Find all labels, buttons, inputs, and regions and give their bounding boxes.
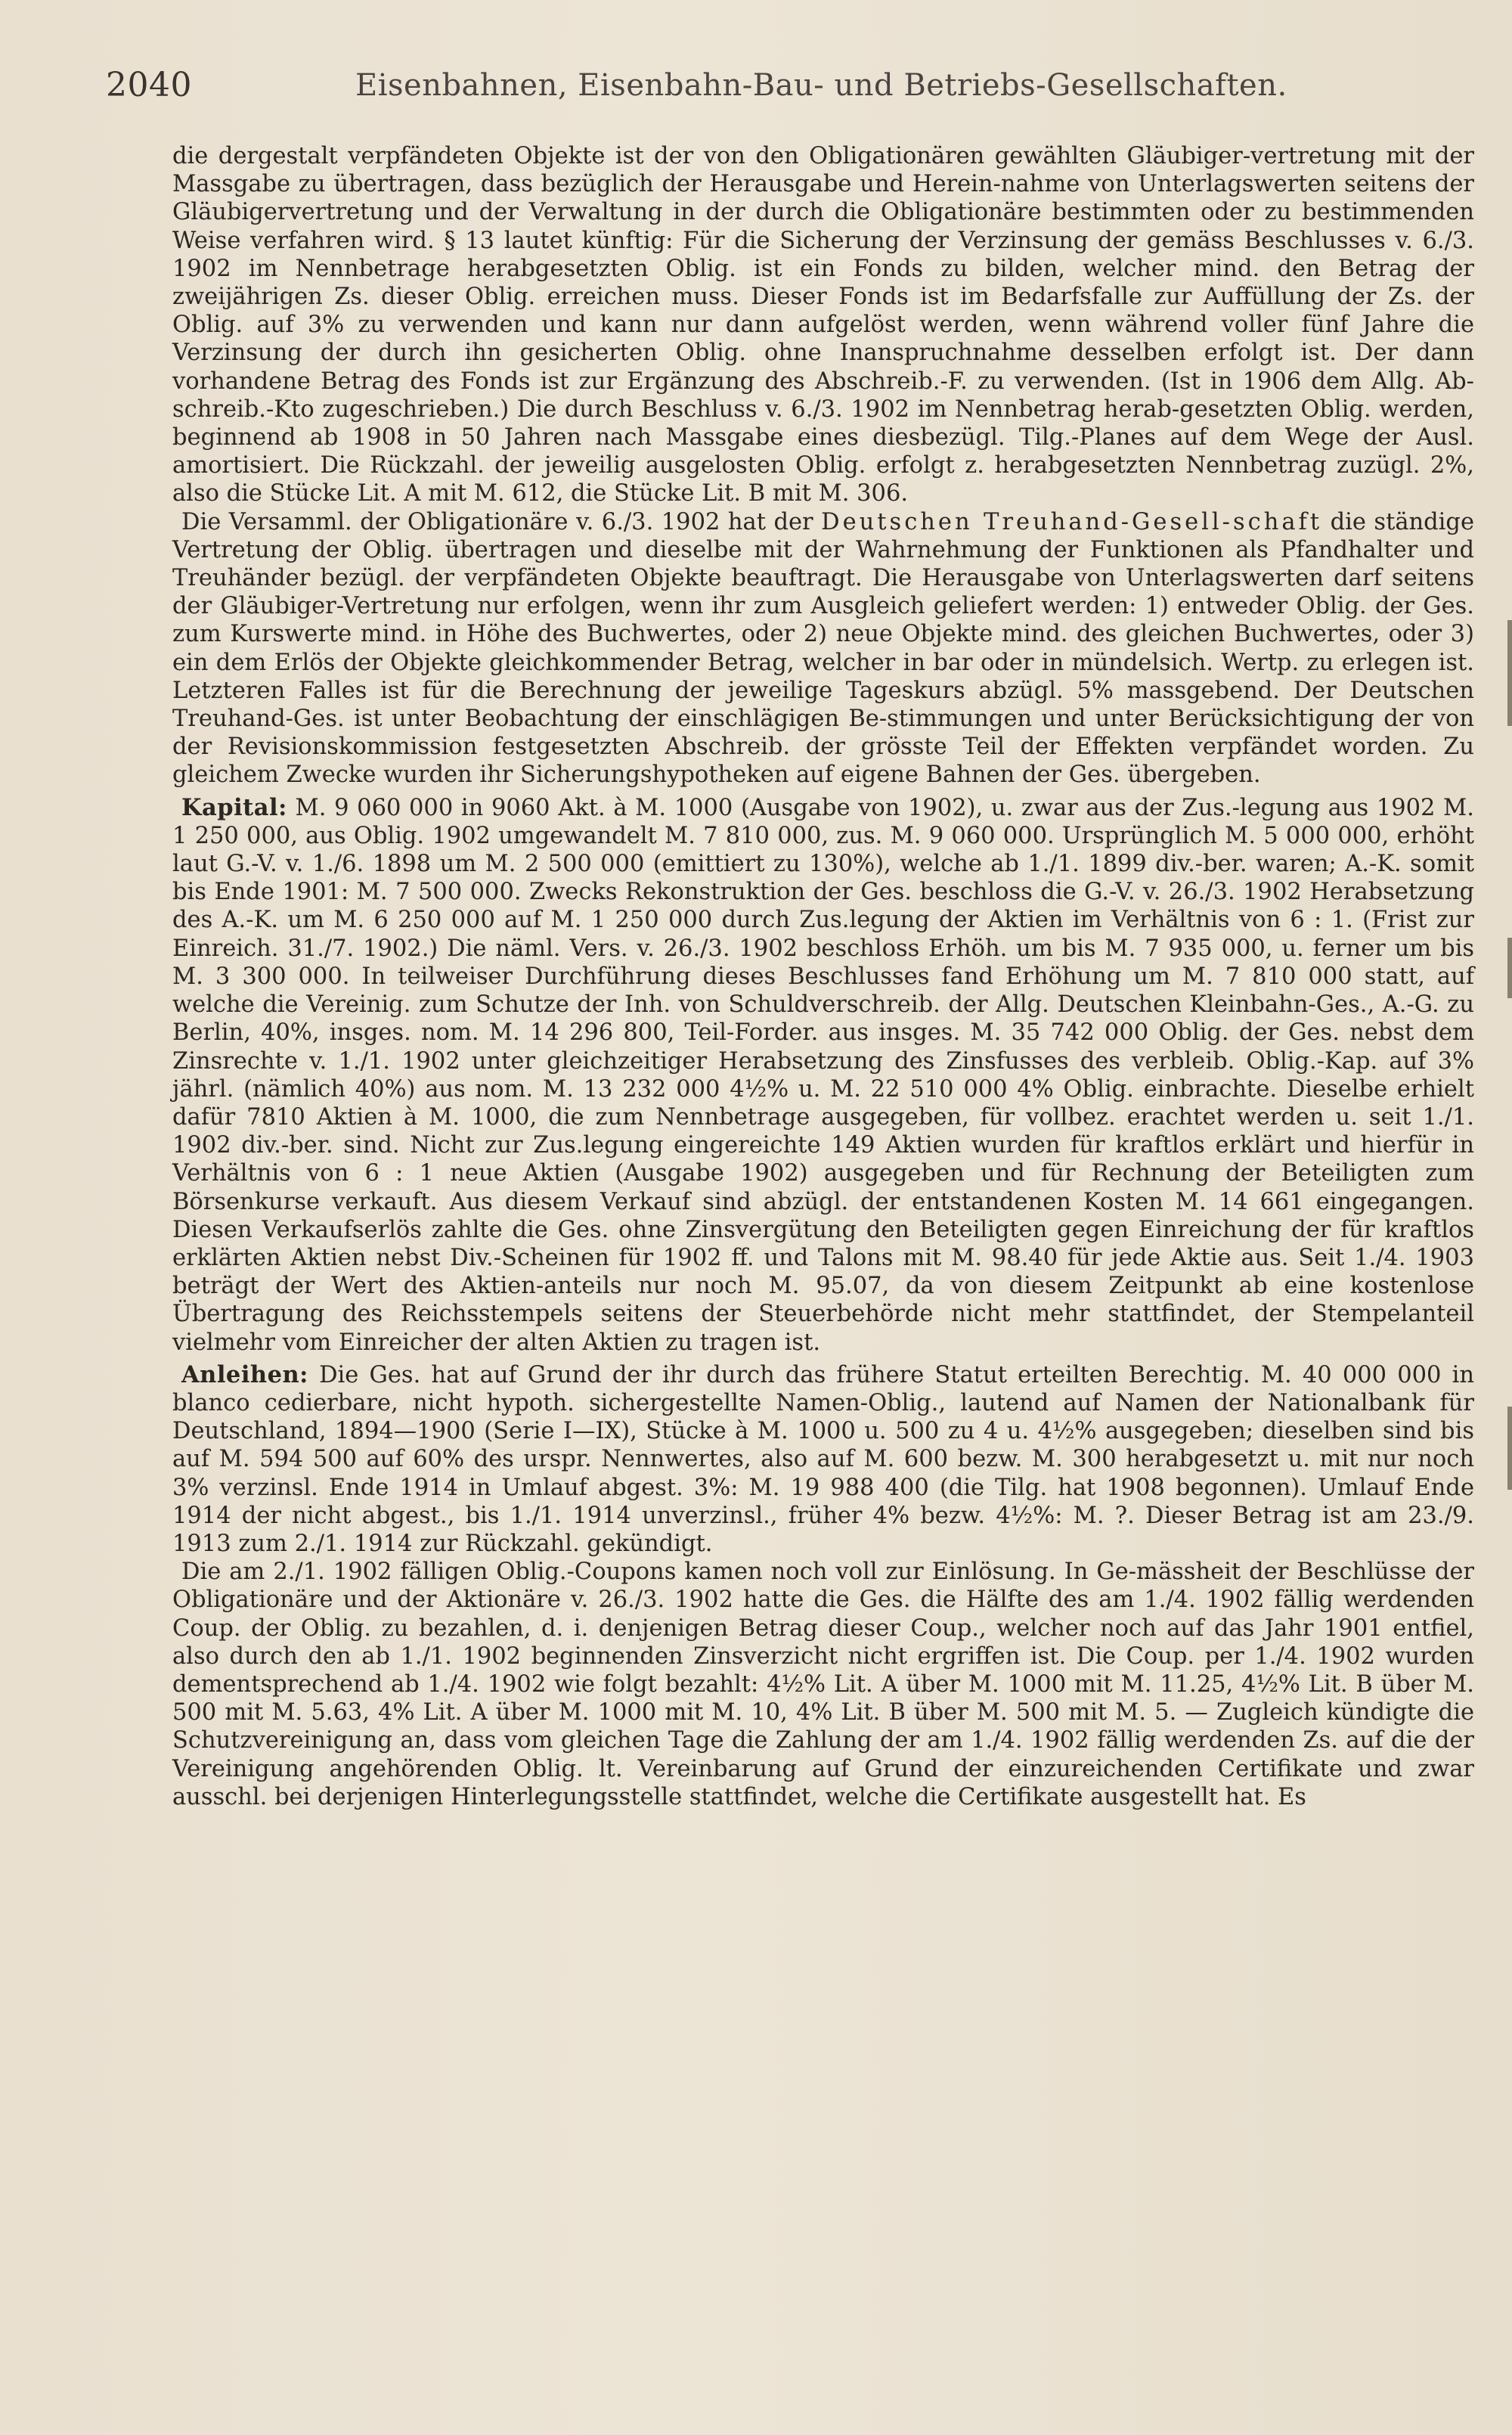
page-edge-mark	[1507, 1407, 1512, 1490]
section-heading-anleihen: Anleihen:	[181, 1360, 308, 1388]
paragraph-treuhand-start: Die Versamml. der Obligationäre v. 6./3. 1902 hat der	[181, 508, 822, 535]
body-text	[172, 142, 1474, 1811]
paragraph-coupons: Die am 2./1. 1902 fälligen Oblig.-Coupons kamen noch voll zur Einlösung. In Ge-mässheit der Beschlüsse der Obligationäre und der Aktionäre v. 26./3. 1902 hatte die Ges. die Hälfte des am 1./4. 1902 fällig werdenden Coup. der Oblig. zu bezahlen, d. i. denjenigen Betrag dieser Coup., welcher noch auf das Jahr 1901 entfiel, also durch den ab 1./1. 1902 beginnenden Zinsverzicht nicht ergriffen ist. Die Coup. per 1./4. 1902 wurden dementsprechend ab 1./4. 1902 wie folgt bezahlt: 4½% Lit. A über M. 1000 mit M. 11.25, 4½% Lit. B über M. 500 mit M. 5.63, 4% Lit. A über M. 1000 mit M. 10, 4% Lit. B über M. 500 mit M. 5. — Zugleich kündigte die Schutzvereinigung an, dass vom gleichen Tage die Zahlung der am 1./4. 1902 fällig werdenden Zs. auf die der Vereinigung angehörenden Oblig. lt. Vereinbarung auf Grund der einzureichenden Certifikate und zwar ausschl. bei derjenigen Hinterlegungsstelle stattfindet, welche die Certifikate ausgestellt hat. Es	[172, 1559, 1474, 1810]
paragraph-obligation-fund: die dergestalt verpfändeten Objekte ist der von den Obligationären gewählten Gläubiger-vertretung mit der Massgabe zu übertragen, dass bezüglich der Herausgabe und Herein-nahme von Unterlagswerten seitens der Gläubigervertretung und der Verwaltung in der durch die Obligationäre bestimmten oder zu bestimmenden Weise verfahren wird. § 13 lautet künftig: Für die Sicherung der Verzinsung der gemäss Beschlusses v. 6./3. 1902 im Nennbetrage herabgesetzten Oblig. ist ein Fonds zu bilden, welcher mind. den Betrag der zweijährigen Zs. dieser Oblig. erreichen muss. Dieser Fonds ist im Bedarfsfalle zur Auffüllung der Zs. der Oblig. auf 3% zu verwenden und kann nur dann aufgelöst werden, wenn während voller fünf Jahre die Verzinsung der durch ihn gesicherten Oblig. ohne Inanspruchnahme desselben erfolgt ist. Der dann vorhandene Betrag des Fonds ist zur Ergänzung des Abschreib.-F. zu verwenden. (Ist in 1906 dem Allg. Ab-schreib.-Kto zugeschrieben.) Die durch Beschluss v. 6./3. 1902 im Nennbetrag herab-gesetzten Oblig. werden, beginnend ab 1908 in 50 Jahren nach Massgabe eines diesbezügl. Tilg.-Planes auf dem Wege der Ausl. amortisiert. Die Rückzahl. der jeweilig ausgelosten Oblig. erfolgt z. herabgesetzten Nennbetrag zuzügl. 2%, also die Stücke Lit. A mit M. 612, die Stücke Lit. B mit M. 306.	[172, 143, 1474, 507]
section-anleihen	[172, 1361, 1474, 1558]
paragraph-treuhand-rest: die ständige Vertretung der Oblig. übertragen und dieselbe mit der Wahrnehmung der Funktionen als Pfandhalter und Treuhänder bezügl. der verpfändeten Objekte beauftragt. Die Herausgabe von Unterlagswerten darf seitens der Gläubiger-Vertretung nur erfolgen, wenn ihr zum Ausgleich geliefert werden: 1) entweder Oblig. der Ges. zum Kurswerte mind. in Höhe des Buchwertes, oder 2) neue Objekte mind. des gleichen Buchwertes, oder 3) ein dem Erlös der Objekte gleichkommender Betrag, welcher in bar oder in mündelsich. Wertp. zu erlegen ist. Letzteren Falles ist für die Berechnung der jeweilige Tageskurs abzügl. 5% massgebend. Der Deutschen Treuhand-Ges. ist unter Beobachtung der einschlägigen Be-stimmungen und unter Berücksichtigung der von der Revisionskommission festgesetzten Abschreib. der grösste Teil der Effekten verpfändet worden. Zu gleichem Zwecke wurden ihr Sicherungshypotheken auf eigene Bahnen der Ges. übergeben.	[172, 508, 1475, 789]
section-kapital-text: M. 9 060 000 in 9060 Akt. à M. 1000 (Ausgabe von 1902), u. zwar aus der Zus.-legung aus 1902 M. 1 250 000, aus Oblig. 1902 umgewandelt M. 7 810 000, zus. M. 9 060 000. Ursprünglich M. 5 000 000, erhöht laut G.-V. v. 1./6. 1898 um M. 2 500 000 (emittiert zu 130%), welche ab 1./1. 1899 div.-ber. waren; A.-K. somit bis Ende 1901: M. 7 500 000. Zwecks Rekonstruktion der Ges. beschloss die G.-V. v. 26./3. 1902 Herabsetzung des A.-K. um M. 6 250 000 auf M. 1 250 000 durch Zus.legung der Aktien im Verhältnis von 6 : 1. (Frist zur Einreich. 31./7. 1902.) Die näml. Vers. v. 26./3. 1902 beschloss Erhöh. um bis M. 7 935 000, u. ferner um bis M. 3 300 000. In teilweiser Durchführung dieses Beschlusses fand Erhöhung um M. 7 810 000 statt, auf welche die Vereinig. zum Schutze der Inh. von Schuldverschreib. der Allg. Deutschen Kleinbahn-Ges., A.-G. zu Berlin, 40%, insges. nom. M. 14 296 800, Teil-Forder. aus insges. M. 35 742 000 Oblig. der Ges. nebst dem Zinsrechte v. 1./1. 1902 unter gleichzeitiger Herabsetzung des Zinsfusses des verbleib. Oblig.-Kap. auf 3% jährl. (nämlich 40%) aus nom. M. 13 232 000 4½% u. M. 22 510 000 4% Oblig. einbrachte. Dieselbe erhielt dafür 7810 Aktien à M. 1000, die zum Nennbetrage ausgegeben, für vollbez. erachtet werden u. seit 1./1. 1902 div.-ber. sind. Nicht zur Zus.legung eingereichte 149 Aktien wurden für kraftlos erklärt und hierfür in Verhältnis von 6 : 1 neue Aktien (Ausgabe 1902) ausgegeben und für Rechnung der Beteiligten zum Börsenkurse verkauft. Aus diesem Verkauf sind abzügl. der entstandenen Kosten M. 14 661 eingegangen. Diesen Verkaufserlös zahlte die Ges. ohne Zinsvergütung den Beteiligten gegen Einreichung der für kraftlos erklärten Aktien nebst Div.-Scheinen für 1902 ff. und Talons mit M. 98.40 für jede Aktie aus. Seit 1./4. 1903 beträgt der Wert des Aktien-anteils nur noch M. 95.07, da von diesem Zeitpunkt ab eine kostenlose Übertragung des Reichsstempels seitens der Steuerbehörde nicht mehr stattfindet, der Stempelanteil vielmehr vom Einreicher der alten Aktien zu tragen ist.	[172, 794, 1474, 1356]
section-heading-kapital: Kapital:	[181, 793, 287, 821]
company-name-spaced: Deutschen Treuhand-Gesell-schaft	[821, 508, 1323, 535]
section-anleihen-text: Die Ges. hat auf Grund der ihr durch das frühere Statut erteilten Berechtig. M. 40 000 000 in blanco cedierbare, nicht hypoth. sichergestellte Namen-Oblig., lautend auf Namen der Nationalbank für Deutschland, 1894—1900 (Serie I—IX), Stücke à M. 1000 u. 500 zu 4 u. 4½% ausgegeben; dieselben sind bis auf M. 594 500 auf 60% des urspr. Nennwertes, also auf M. 600 bezw. M. 300 herabgesetzt u. mit nur noch 3% verzinsl. Ende 1914 in Umlauf abgest. 3%: M. 19 988 400 (die Tilg. hat 1908 begonnen). Umlauf Ende 1914 der nicht abgest., bis 1./1. 1914 unverzinsl., früher 4% bezw. 4½%: M. ?. Dieser Betrag ist am 23./9. 1913 zum 2./1. 1914 zur Rückzahl. gekündigt.	[172, 1361, 1474, 1557]
running-header	[106, 59, 1467, 112]
page-edge-mark	[1507, 938, 1512, 998]
page-edge-mark	[1507, 620, 1512, 726]
paragraph-treuhand	[172, 508, 1474, 789]
section-kapital	[172, 794, 1474, 1357]
page-number: 2040	[106, 66, 192, 104]
running-title: Eisenbahnen, Eisenbahn-Bau- und Betriebs-Gesellschaften.	[355, 68, 1287, 103]
